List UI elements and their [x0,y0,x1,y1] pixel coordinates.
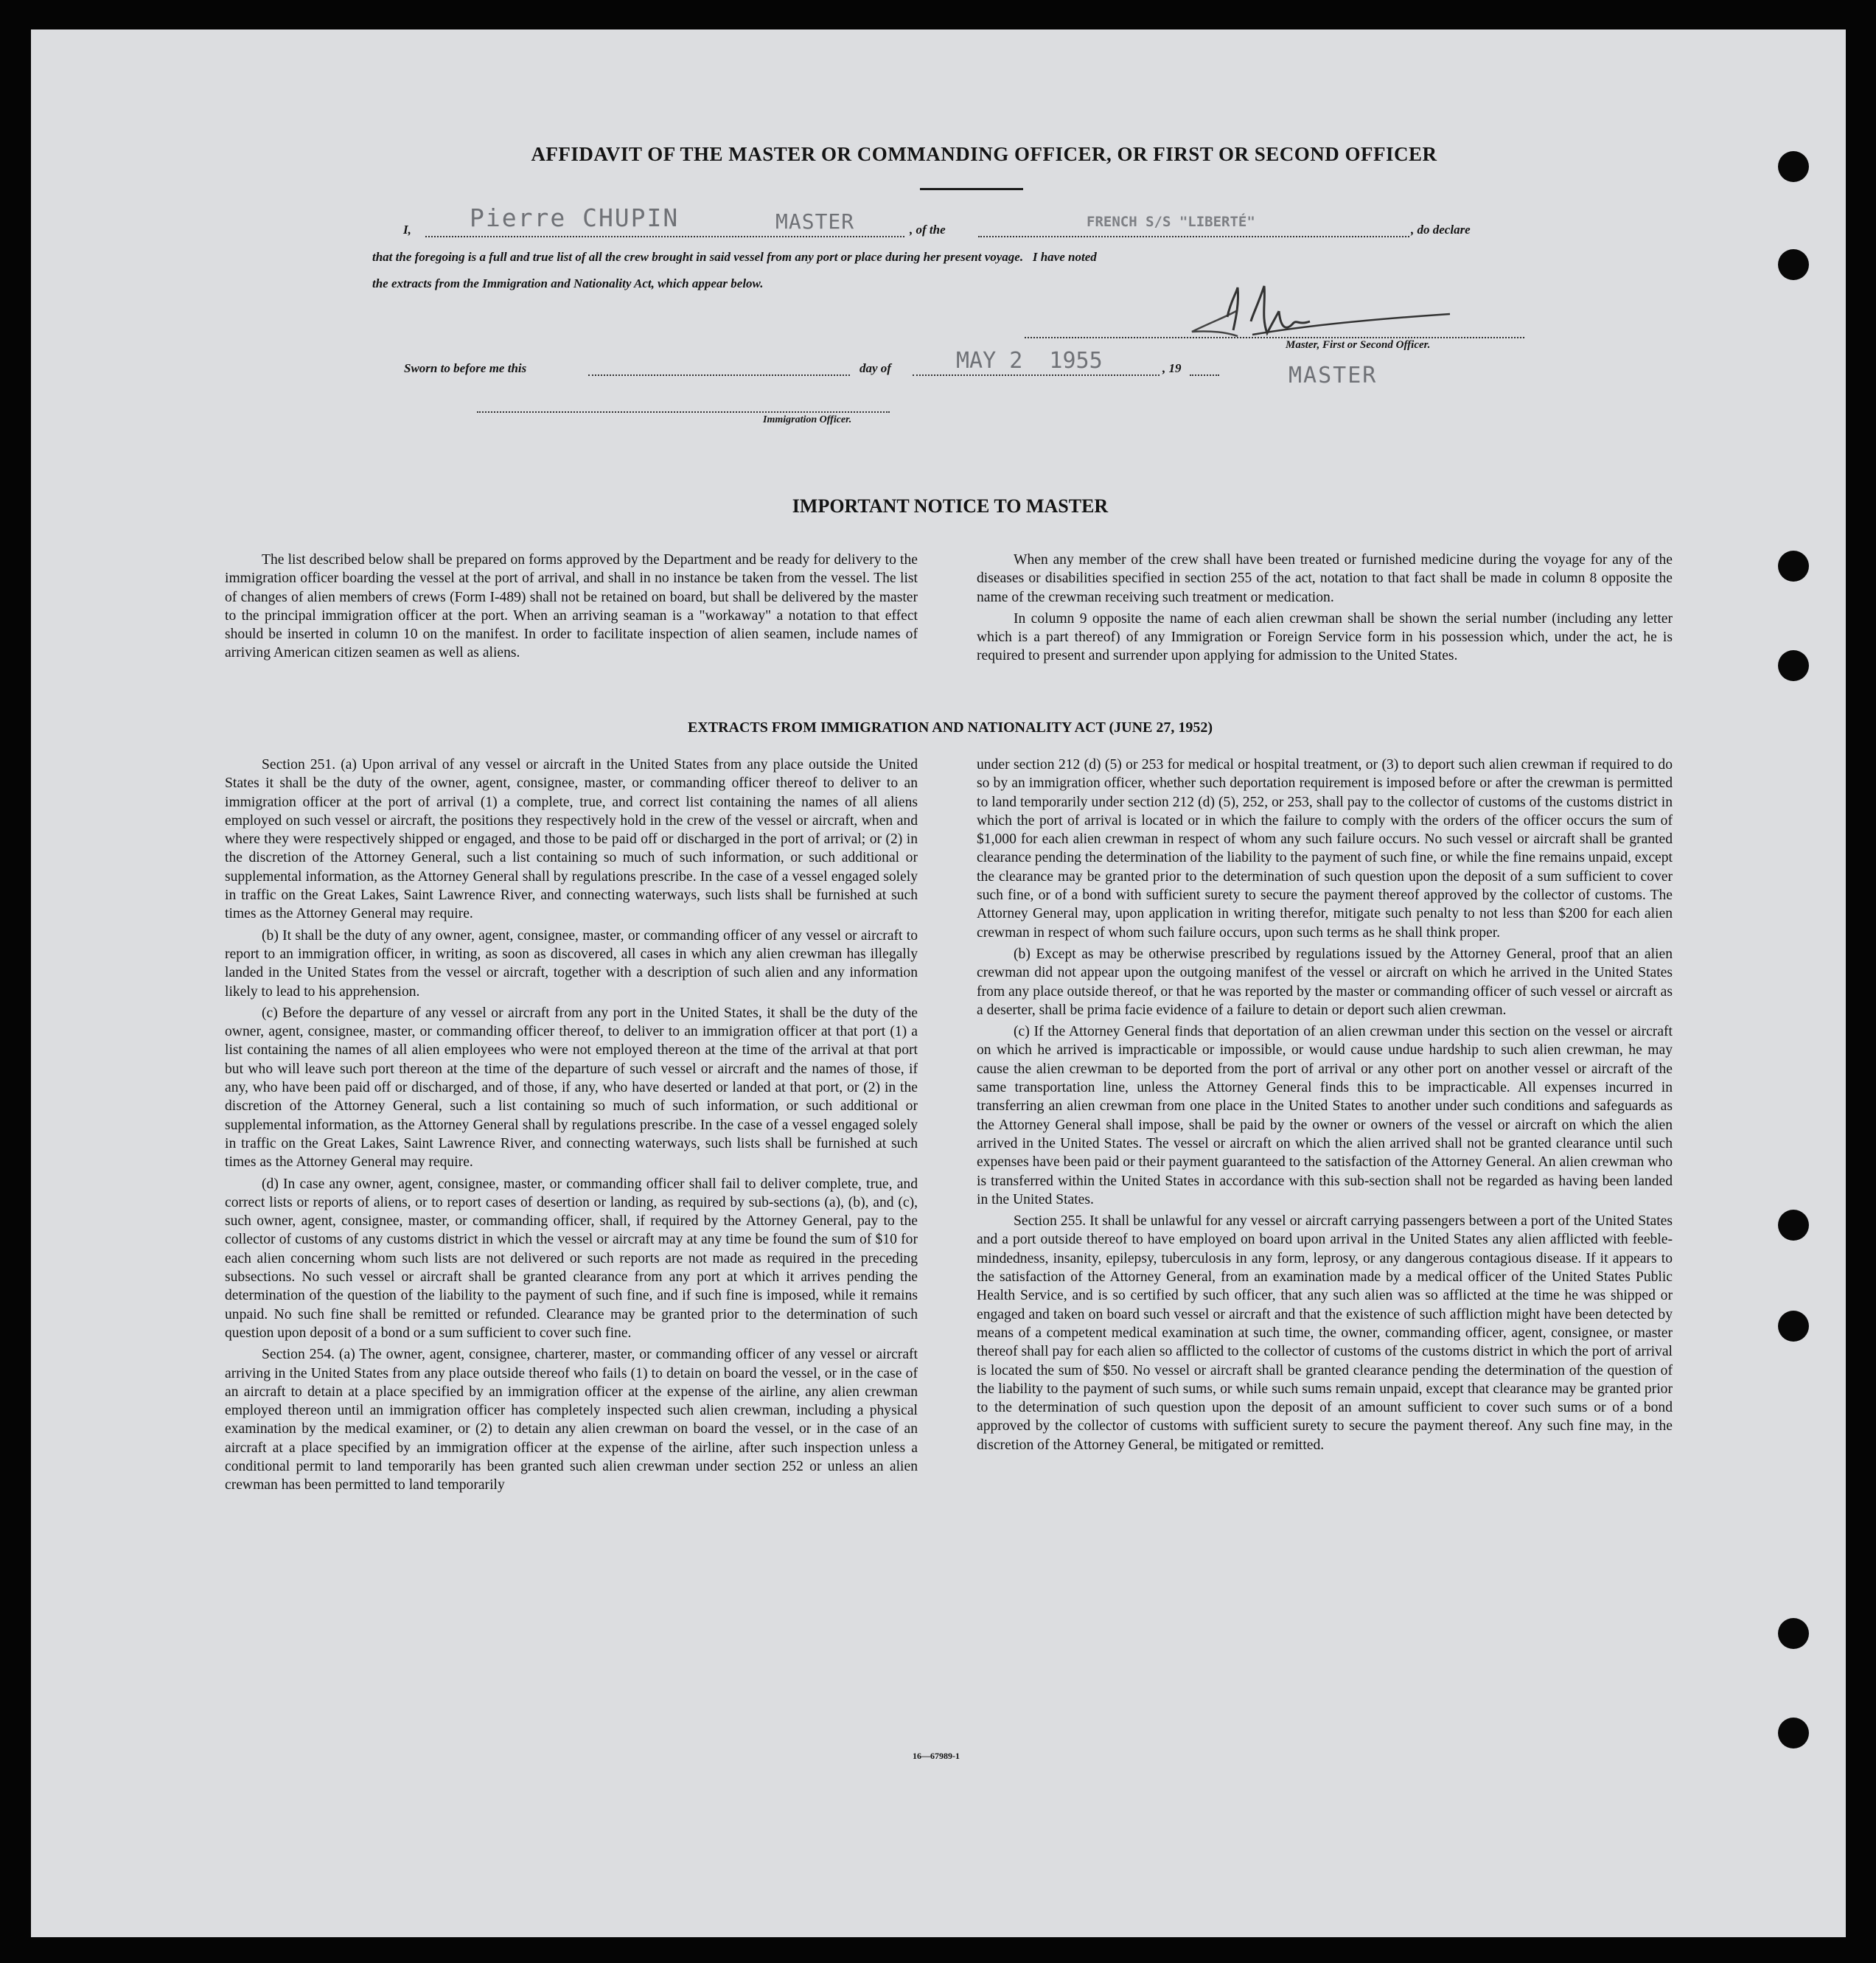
section-paragraph: (c) If the Attorney General finds that deportation of an alien crewman under this section on the vessel or aircraft on which he arrived is impracticable or impossible, or would cause undue hardship to such alien crewman, he may cause the alien crewman to be deported from the port of arrival or any other port on another vessel or aircraft of the same transportation line, unless the Attorney General finds this to be impracticable. All expenses incurred in transferring an alien crewman from one place in the United States to another under such conditions and safeguards as the Attorney General shall impose, shall be paid by the owner or owners of the vessel or aircraft on which the alien arrived in the United States. The vessel or aircraft on which the alien arrived shall not be granted clearance until such expenses have been paid or their payment guaranteed to the satisfaction of the Attorney General. An alien crewman who is transferred within the United States in accordance with this sub-section shall not be regarded as having been landed in the United States. [977,1024,1673,1207]
extracts-title: EXTRACTS FROM IMMIGRATION AND NATIONALITY ACT (JUNE 27, 1952) [687,719,1213,736]
notice-right-column [977,551,1673,669]
officer-caption: Master, First or Second Officer. [1286,339,1431,351]
section-paragraph: (c) Before the departure of any vessel or aircraft from any port in the United States, it shall be the duty of the owner, agent, consignee, master, or commanding officer thereof, to deliver to an immigration officer at that port (1) a list containing the names of all alien employees who were not employed thereon at the time of the arrival at that port but who will leave such port thereon at the time of the departure of such vessel or aircraft and the names of those, if any, who have been paid off or discharged, and of those, if any, who have deserted or landed at that port, or (2) in the discretion of the Attorney General, such a list containing so much of such information, or such additional or supplemental information, as the Attorney General shall by regulations prescribe. In the case of a vessel engaged solely in traffic on the Great Lakes, Saint Lawrence River, and connecting waterways, such lists shall be furnished at such times as the Attorney General may require. [225,1005,918,1171]
affidavit-title: AFFIDAVIT OF THE MASTER OR COMMANDING OFFICER, OR FIRST OR SECOND OFFICER [531,143,1437,165]
punch-hole [1778,249,1809,280]
section-paragraph: (d) In case any owner, agent, consignee, master, or commanding officer shall fail to deliver complete, true, and correct lists or reports of aliens, or to report cases of desertion or landing, as required by sub-sections (a), (b), and (c), such owner, agent, consignee, master, or commanding officer, shall, if required by the Attorney General, pay to the collector of customs of any customs district in which the vessel or aircraft may at any time be found the sum of $10 for each alien concerning whom such lists are not delivered or such reports are not made as required in the preceding subsections. No such vessel or aircraft shall be granted clearance from any port at which it arrives pending the determination of the question of the liability to the payment of such fine, and if such fine is imposed, while it remains unpaid. No such fine shall be remitted or refunded. Clearance may be granted prior to the determination of such question upon deposit of a bond or a sum sufficient to cover such fine. [225,1176,918,1341]
year-line [1190,374,1219,376]
form-code: 16—67989-1 [913,1751,960,1761]
section-paragraph: Section 251. (a) Upon arrival of any vessel or aircraft in the United States from any place outside the United States it shall be the duty of the owner, agent, consignee, master, or commanding officer thereof to deliver to an immigration officer at the port of arrival (1) a complete, true, and correct list containing the names of all aliens employed on such vessel or aircraft, the positions they respectively hold in the crew of the vessel or aircraft, when and where they were respectively shipped or engaged, and those to be paid off or discharged in the port of arrival; or (2) in the discretion of the Attorney General, such a list containing so much of such information, or such additional or supplemental information, as the Attorney General shall by regulations prescribe. In the case of a vessel engaged solely in traffic on the Great Lakes, Saint Lawrence River, and connecting waterways, such lists shall be furnished at such times as the Attorney General may require. [225,757,918,922]
punch-hole [1778,650,1809,681]
section-paragraph: Section 255. It shall be unlawful for any vessel or aircraft carrying passengers between a port of the United States and a port outside thereof to have employed on board upon arrival in the United States any alien afflicted with feeble-mindedness, insanity, epilepsy, tuberculosis in any form, leprosy, or any dangerous contagious disease. If it appears to the satisfaction of the Attorney General, from an examination made by a medical officer of the United States Public Health Service, and is so certified by such officer, that any such alien was so afflicted at the time he was shipped or engaged and taken on board such vessel or aircraft and that the existence of such affliction might have been detected by means of a competent medical examination at such time, the owner, commanding officer, agent, consignee, or master thereof shall pay for each alien so afflicted to the collector of customs of the customs district in which the port of arrival is located the sum of $50. No vessel or aircraft shall be granted clearance pending the determination of the question of the liability to the payment of such sums, or while such sums remain unpaid, except that clearance may be granted prior to the determination of such question upon the deposit of an amount sufficient to cover such sums or of a bond approved by the collector of customs with sufficient surety to secure the payment thereof. Any such fine may, in the discretion of the Attorney General, be mitigated or remitted. [977,1213,1673,1453]
master-rank: MASTER [775,209,855,234]
immigration-officer-line [477,411,890,413]
year-label: , 19 [1162,361,1182,375]
declaration-line-1: that the foregoing is a full and true list of all the crew brought in said vessel from any port or place during her present voyage. I have noted [372,250,1097,264]
sworn-label: Sworn to before me this [404,361,527,375]
declaration-line-2: the extracts from the Immigration and Nationality Act, which appear below. [372,276,764,290]
notice-paragraph: In column 9 opposite the name of each alien crewman shall be shown the serial number (including any letter which is a part thereof) of any Immigration or Foreign Service form in his possession which, under the act, he is required to present and surrender upon applying for admission to the United States. [977,610,1673,664]
punch-hole [1778,551,1809,582]
name-line [425,236,904,237]
officer-signature-line [1025,337,1524,338]
extracts-right-column [977,756,1673,1457]
vessel-name: FRENCH S/S "LIBERTÉ" [1087,214,1255,230]
sworn-date: MAY 2 1955 [956,348,1103,374]
day-of-label: day of [859,361,891,375]
sworn-date-line [913,374,1160,376]
notice-paragraph: When any member of the crew shall have been treated or furnished medicine during the voyage for any of the diseases or disabilities specified in section 255 of the act, notation to that fact shall be made in column 8 opposite the name of the crewman receiving such treatment or medication. [977,552,1673,605]
notice-title: IMPORTANT NOTICE TO MASTER [792,495,1109,517]
do-declare-label: , do declare [1411,223,1471,237]
notice-left-column [225,551,918,666]
title-divider [920,188,1023,190]
document-page [31,29,1846,1937]
immigration-officer-label: Immigration Officer. [763,414,852,425]
notice-paragraph: The list described below shall be prepared on forms approved by the Department and be ready for delivery to the immigration officer boarding the vessel at the port of arrival, and shall in no instance be taken from the vessel. The list of changes of alien members of crews (Form I-489) shall not be retained on board, but shall be delivered by the master to the principal immigration officer at the port. When an arriving seaman is a "workaway" a notation to that effect should be inserted in column 10 on the manifest. In order to facilitate inspection of alien seamen, include names of arriving American citizen seamen as well as aliens. [225,552,918,661]
vessel-line [978,236,1409,237]
section-paragraph: under section 212 (d) (5) or 253 for medical or hospital treatment, or (3) to deport such alien crewman if required to do so by an immigration officer, whether such deportation requirement is imposed before or after the crewman is permitted to land temporarily under section 212 (d) (5), 252, or 253, shall pay to the collector of customs of the customs district in which the port of arrival is located or in which the failure to comply with the orders of the officer occurs the sum of $1,000 for each alien crewman in respect of whom any such failure occurs. No such vessel or aircraft shall be granted clearance pending the determination of the liability to the payment of such fine, or while the fine remains unpaid, except the clearance may be granted prior to the determination of such question upon the deposit of a sum sufficient to cover such fine, or of a bond with sufficient surety to secure the payment thereof approved by the collector of customs. The Attorney General may, upon application in writing therefor, mitigate such penalty to not less than $200 for each alien crewman in respect of whom such failure occurs, upon such terms as he shall think proper. [977,757,1673,941]
section-paragraph: (b) Except as may be otherwise prescribed by regulations issued by the Attorney General, proof that an alien crewman did not appear upon the outgoing manifest of the vessel or aircraft on which he arrived in the United States from any place outside thereof, or that he was reported by the master or commanding officer of such vessel or aircraft as a deserter, shall be prima facie evidence of a failure to detain or deport such alien crewman. [977,946,1673,1018]
sworn-day-line [588,374,850,376]
section-paragraph: Section 254. (a) The owner, agent, consignee, charterer, master, or commanding officer of any vessel or aircraft arriving in the United States from any place outside thereof who fails (1) to detain on board the vessel, or in the case of an aircraft to detain at a place specified by an immigration officer at the expense of the airline, any alien crewman employed thereon until an immigration officer has completely inspected such alien crewman, including a physical examination by the medical examiner, or (2) to detain any alien crewman on board the vessel, or in the case of an aircraft at a place specified by an immigration officer at the expense of the airline, after such inspection unless a conditional permit to land temporarily has been granted such alien crewman under section 252 or unless an alien crewman has been permitted to land temporarily [225,1347,918,1493]
i-label: I, [403,223,411,237]
of-the-label: , of the [910,223,946,237]
extracts-left-column [225,756,918,1498]
section-paragraph: (b) It shall be the duty of any owner, agent, consignee, master, or commanding officer of any vessel or aircraft to report to an immigration officer, in writing, as soon as discovered, all cases in which any alien crewman has illegally landed in the United States from the vessel or aircraft, together with a description of such alien and any information likely to lead to his apprehension. [225,927,918,1000]
punch-hole [1778,1618,1809,1649]
master-name: Pierre CHUPIN [470,203,680,232]
punch-hole [1778,1718,1809,1748]
punch-hole [1778,1210,1809,1241]
punch-hole [1778,1311,1809,1342]
officer-title: MASTER [1289,363,1378,388]
